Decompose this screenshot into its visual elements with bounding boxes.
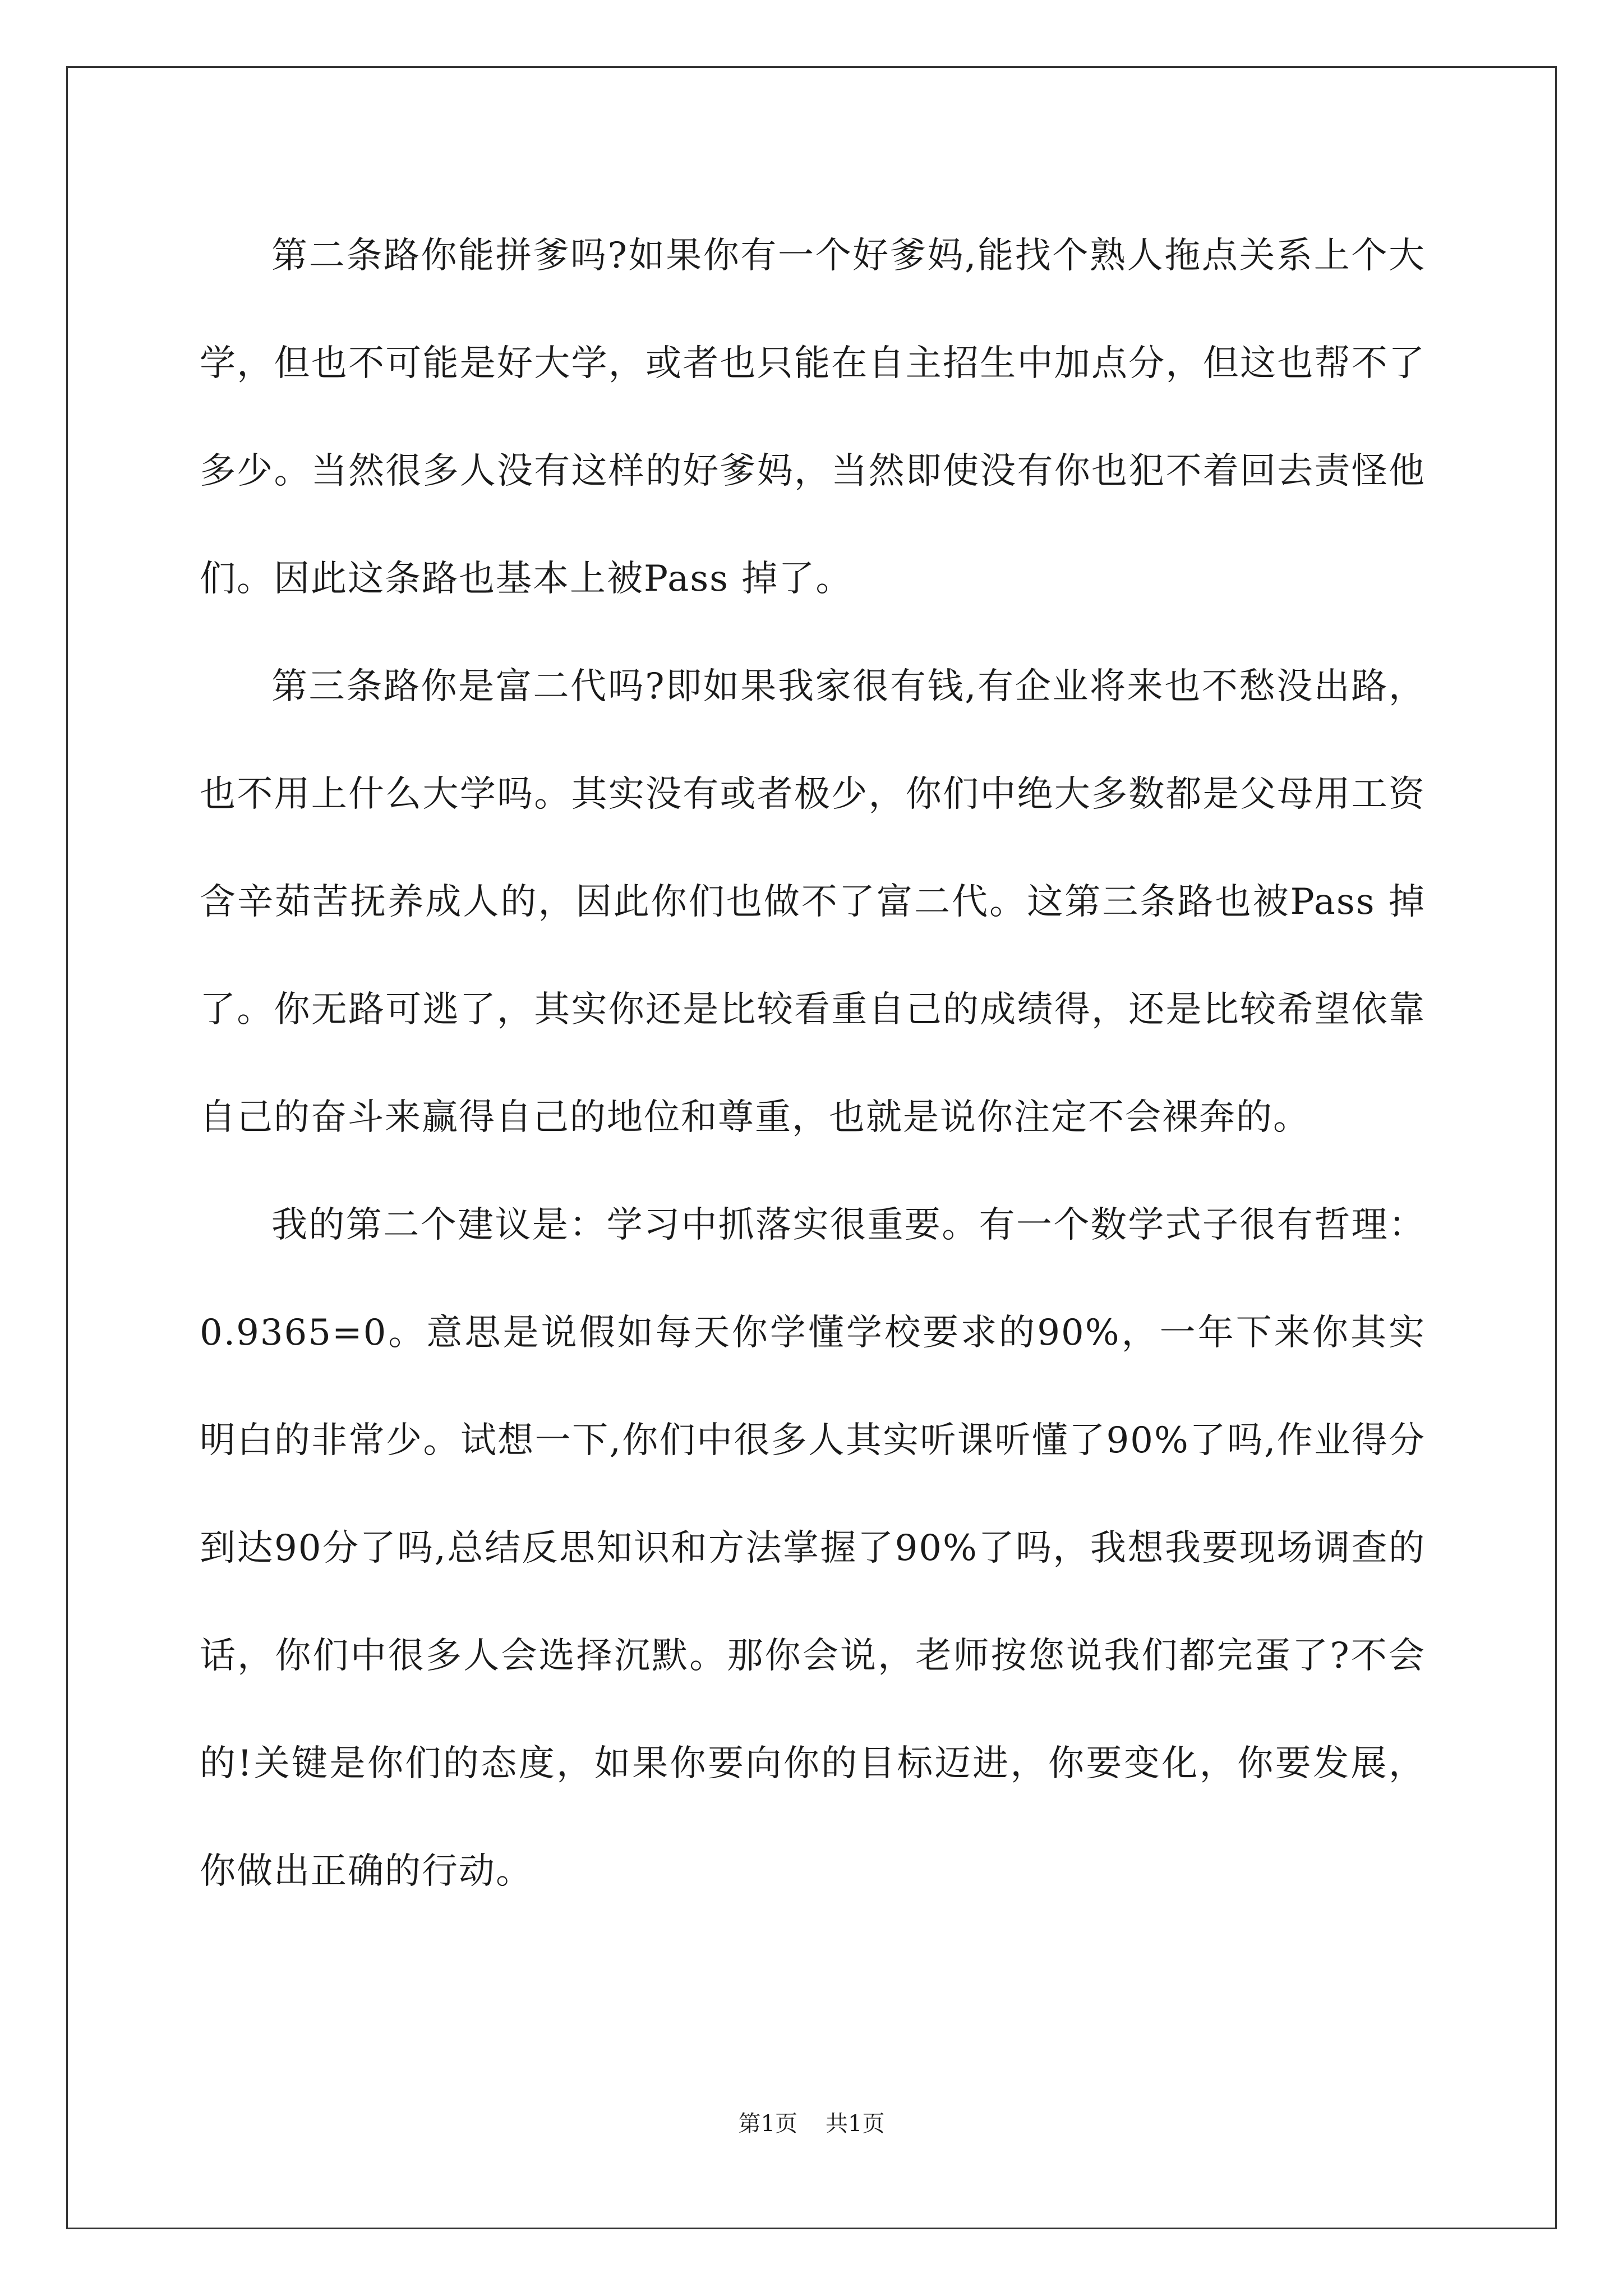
page-number-current: 第1页 (738, 2111, 797, 2137)
document-body (200, 202, 1426, 1925)
paragraph-2: 第三条路你是富二代吗?即如果我家很有钱,有企业将来也不愁没出路，也不用上什么大学吗。其实没有或者极少，你们中绝大多数都是父母用工资含辛茹苦抚养成人的，因此你们也做不了富二代。这第三条路也被Pass 掉了。你无路可逃了，其实你还是比较看重自己的成绩得，还是比较希望依靠自己的奋斗来赢得自己的地位和尊重，也就是说你注定不会裸奔的。 (200, 666, 1426, 1138)
page-footer (0, 2108, 1623, 2139)
paragraph-3: 我的第二个建议是：学习中抓落实很重要。有一个数学式子很有哲理：0.9365=0。意思是说假如每天你学懂学校要求的90%，一年下来你其实明白的非常少。试想一下,你们中很多人其实听课听懂了90%了吗,作业得分到达90分了吗,总结反思知识和方法掌握了90%了吗，我想我要现场调查的话，你们中很多人会选择沉默。那你会说，老师按您说我们都完蛋了?不会的!关键是你们的态度，如果你要向你的目标迈进，你要变化，你要发展，你做出正确的行动。 (200, 1204, 1426, 1892)
page-number-total: 共1页 (826, 2111, 885, 2137)
paragraph-1: 第二条路你能拼爹吗?如果你有一个好爹妈,能找个熟人拖点关系上个大学，但也不可能是好大学，或者也只能在自主招生中加点分，但这也帮不了多少。当然很多人没有这样的好爹妈，当然即使没有你也犯不着回去责怪他们。因此这条路也基本上被Pass 掉了。 (200, 235, 1426, 600)
